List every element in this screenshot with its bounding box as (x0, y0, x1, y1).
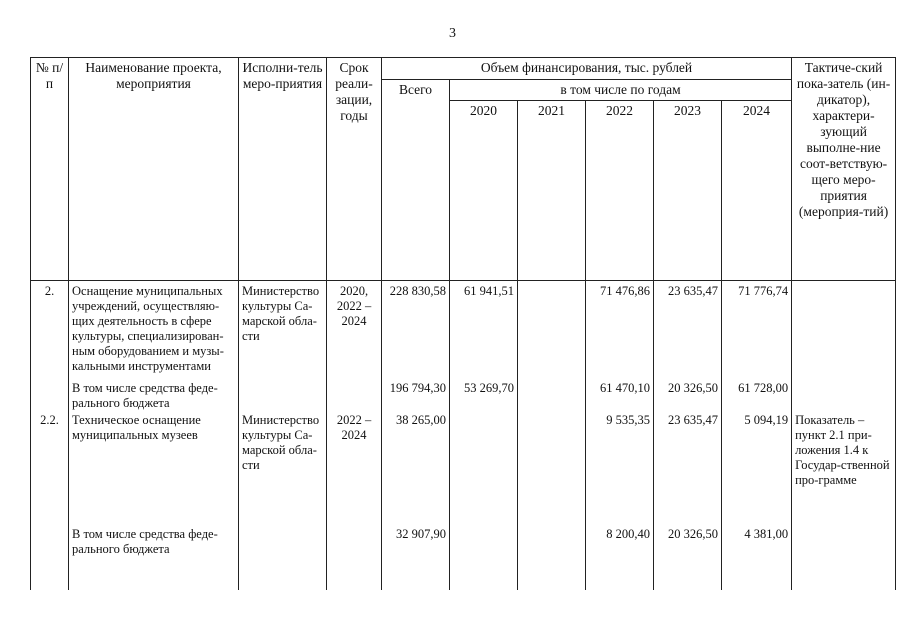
row-2023: 23 635,47 (654, 281, 722, 381)
row-num: 2. (31, 281, 69, 381)
row-indicator (792, 526, 896, 590)
row-term: 2022 – 2024 (327, 412, 382, 526)
row-2024: 5 094,19 (722, 412, 792, 526)
row-2022: 61 470,10 (586, 380, 654, 412)
row-name: Оснащение муниципальных учреждений, осуществляю-щих деятельность в сфере культуры, специализирован-ным оборудованием и музы-кальными инструментами (69, 281, 239, 381)
header-total: Всего (382, 80, 450, 281)
row-2024: 71 776,74 (722, 281, 792, 381)
row-2021 (518, 281, 586, 381)
row-2022: 8 200,40 (586, 526, 654, 590)
row-2024: 61 728,00 (722, 380, 792, 412)
row-name: В том числе средства феде-рального бюджета (69, 380, 239, 412)
header-by-year: в том числе по годам (450, 80, 792, 101)
table-row (31, 412, 896, 526)
row-executor (239, 380, 327, 412)
row-executor: Министерство культуры Са-марской обла-сти (239, 412, 327, 526)
row-total: 228 830,58 (382, 281, 450, 381)
row-total: 38 265,00 (382, 412, 450, 526)
row-2023: 23 635,47 (654, 412, 722, 526)
row-2020: 53 269,70 (450, 380, 518, 412)
row-2020 (450, 412, 518, 526)
row-2021 (518, 526, 586, 590)
row-name: В том числе средства феде-рального бюджета (69, 526, 239, 590)
header-name: Наименование проекта, мероприятия (69, 58, 239, 281)
row-term (327, 380, 382, 412)
row-num: 2.2. (31, 412, 69, 526)
row-indicator: Показатель – пункт 2.1 при-ложения 1.4 к Государ-ственной про-грамме (792, 412, 896, 526)
row-2024: 4 381,00 (722, 526, 792, 590)
row-total: 196 794,30 (382, 380, 450, 412)
row-num (31, 526, 69, 590)
row-2021 (518, 412, 586, 526)
row-name: Техническое оснащение муниципальных музеев (69, 412, 239, 526)
financing-table (30, 57, 896, 590)
row-term (327, 526, 382, 590)
row-indicator (792, 281, 896, 381)
header-year-2023: 2023 (654, 101, 722, 281)
header-year-2020: 2020 (450, 101, 518, 281)
header-year-2022: 2022 (586, 101, 654, 281)
row-2021 (518, 380, 586, 412)
header-year-2024: 2024 (722, 101, 792, 281)
header-funding: Объем финансирования, тыс. рублей (382, 58, 792, 80)
header-term: Срок реали-зации, годы (327, 58, 382, 281)
row-num (31, 380, 69, 412)
row-indicator (792, 380, 896, 412)
row-executor (239, 526, 327, 590)
row-term: 2020, 2022 – 2024 (327, 281, 382, 381)
header-num: № п/п (31, 58, 69, 281)
row-2020 (450, 526, 518, 590)
row-2022: 71 476,86 (586, 281, 654, 381)
header-year-2021: 2021 (518, 101, 586, 281)
header-executor: Исполни-тель меро-приятия (239, 58, 327, 281)
row-2023: 20 326,50 (654, 380, 722, 412)
table-row (31, 281, 896, 381)
row-executor: Министерство культуры Са-марской обла-сти (239, 281, 327, 381)
header-indicator: Тактиче-ский пока-затель (ин-дикатор), характери-зующий выполне-ние соот-ветствую-щего меро-приятия (мероприя-тий) (792, 58, 896, 281)
page-number: 3 (449, 26, 456, 41)
table-row (31, 526, 896, 590)
row-total: 32 907,90 (382, 526, 450, 590)
row-2020: 61 941,51 (450, 281, 518, 381)
row-2022: 9 535,35 (586, 412, 654, 526)
row-2023: 20 326,50 (654, 526, 722, 590)
table-row (31, 380, 896, 412)
